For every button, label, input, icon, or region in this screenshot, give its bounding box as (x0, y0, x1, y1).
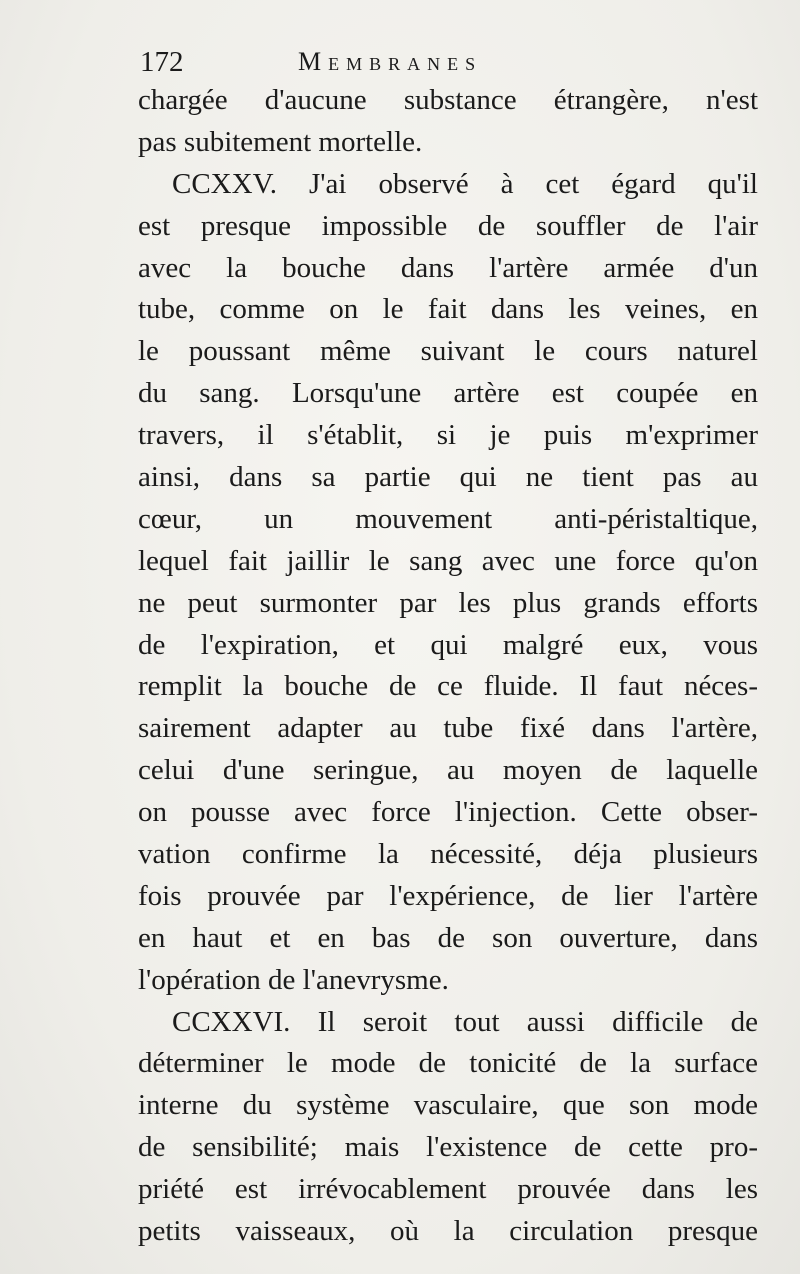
text-line: en haut et en bas de son ouverture, dans (138, 921, 758, 954)
text-line: interne du système vasculaire, que son mode (138, 1089, 758, 1122)
text-line: CCXXV. J'ai observé à cet égard qu'il (172, 167, 758, 200)
text-line: avec la bouche dans l'artère armée d'un (138, 251, 758, 284)
text-line: tube, comme on le fait dans les veines, en (138, 293, 758, 326)
text-line: déterminer le mode de tonicité de la surface (138, 1047, 758, 1080)
text-line: travers, il s'établit, si je puis m'exprimer (138, 419, 758, 452)
text-line: le poussant même suivant le cours naturel (138, 335, 758, 368)
text-line: remplit la bouche de ce fluide. Il faut néces- (138, 670, 758, 703)
text-line: ne peut surmonter par les plus grands efforts (138, 586, 758, 619)
text-line: l'opération de l'anevrysme. (138, 963, 449, 996)
text-line: de sensibilité; mais l'existence de cette pro- (138, 1131, 758, 1164)
text-line: est presque impossible de souffler de l'air (138, 209, 758, 242)
body-text (138, 80, 758, 1253)
text-line: CCXXVI. Il seroit tout aussi difficile de (172, 1005, 758, 1038)
text-line: sairement adapter au tube fixé dans l'artère, (138, 712, 758, 745)
text-line: ainsi, dans sa partie qui ne tient pas au (138, 461, 758, 494)
text-line: chargée d'aucune substance étrangère, n'est (138, 84, 758, 116)
page-header (140, 40, 610, 84)
text-line: priété est irrévocablement prouvée dans les (138, 1173, 758, 1206)
text-line: vation confirme la nécessité, déja plusieurs (138, 838, 758, 871)
text-line: fois prouvée par l'expérience, de lier l'artère (138, 879, 758, 912)
text-line: petits vaisseaux, où la circulation presque (138, 1215, 758, 1248)
running-title: Membranes (298, 47, 483, 76)
text-line: du sang. Lorsqu'une artère est coupée en (138, 377, 758, 410)
text-line: de l'expiration, et qui malgré eux, vous (138, 628, 758, 661)
text-line: lequel fait jaillir le sang avec une force qu'on (138, 544, 758, 577)
text-line: pas subitement mortelle. (138, 125, 423, 158)
text-line: on pousse avec force l'injection. Cette obser- (138, 796, 758, 829)
text-line: cœur, un mouvement anti-péristaltique, (138, 502, 758, 535)
text-line: celui d'une seringue, au moyen de laquelle (138, 754, 758, 787)
page-number: 172 (140, 46, 184, 78)
